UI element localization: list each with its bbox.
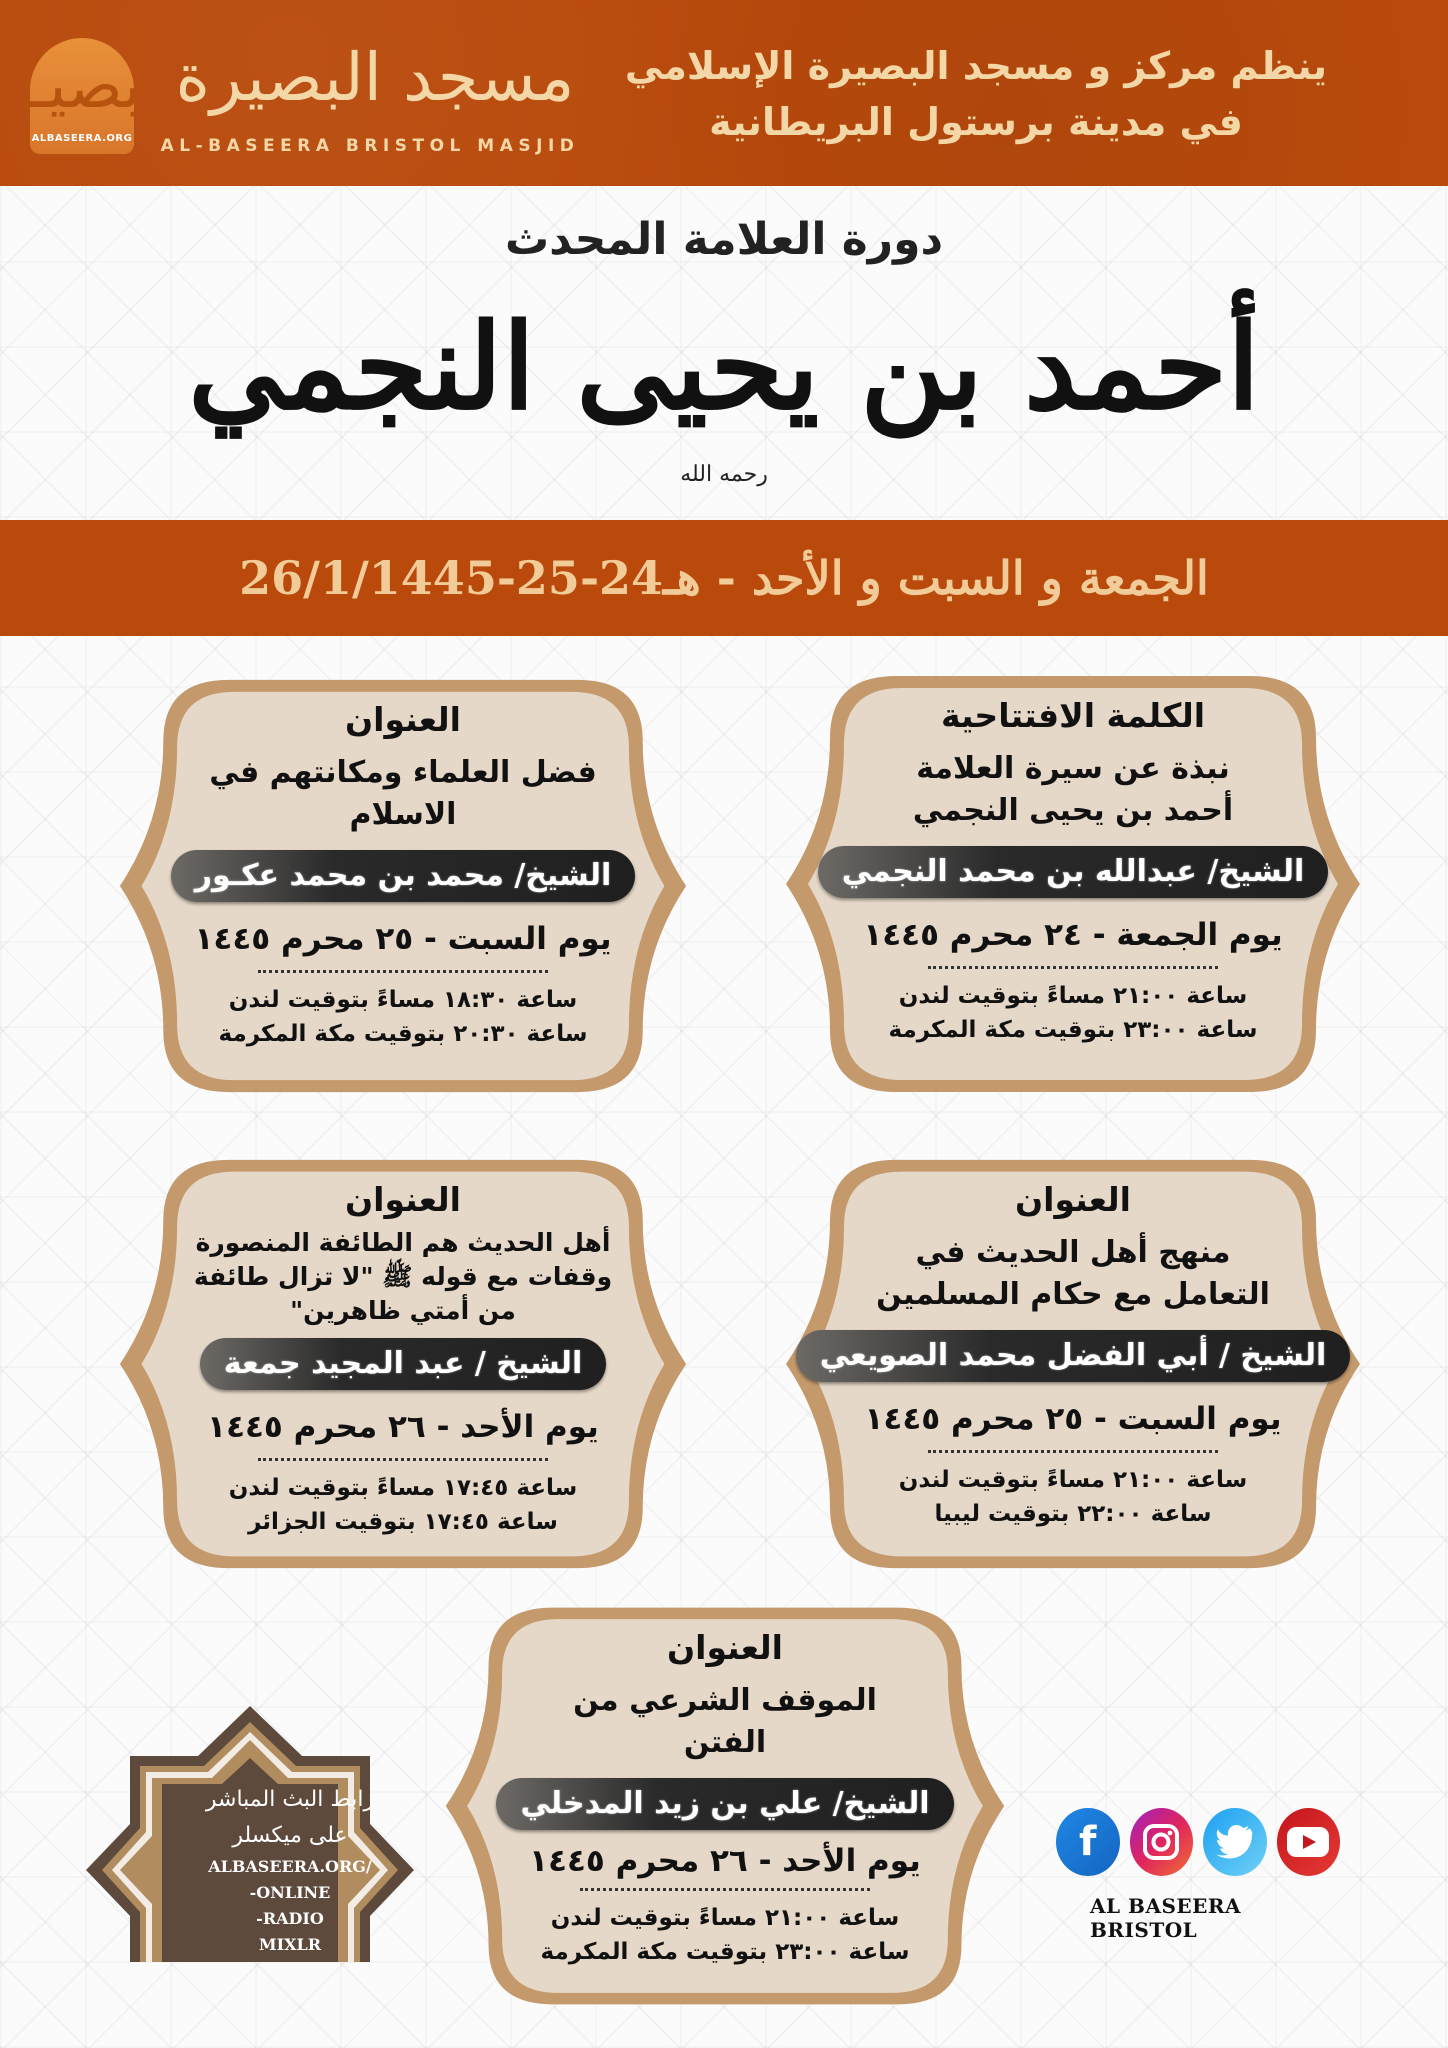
youtube-icon[interactable] [1277, 1808, 1341, 1876]
header-banner [0, 0, 1448, 186]
time-london: ساعة ١٨:٣٠ مساءً بتوقيت لندن [228, 987, 578, 1013]
topic-line: أحمد بن يحيى النجمي [912, 793, 1234, 828]
live-stream-badge[interactable] [80, 1700, 420, 1962]
topic-line: الموقف الشرعي من [573, 1683, 877, 1718]
lecture-card-fitan [436, 1600, 1014, 2012]
lecture-day: يوم الأحد - ٢٦ محرم ١٤٤٥ [529, 1843, 921, 1879]
card-topic [533, 1680, 917, 1764]
masjid-name-latin: AL-BASEERA BRISTOL MASJID [160, 136, 580, 156]
twitter-icon[interactable] [1203, 1808, 1267, 1876]
time-secondary: ساعة ١٧:٤٥ بتوقيت الجزائر [248, 1509, 558, 1535]
card-topic [154, 1226, 652, 1328]
speaker-pill: الشيخ / عبد المجيد جمعة [200, 1338, 606, 1390]
card-heading: العنوان [345, 700, 461, 739]
stream-url-part[interactable]: -RADIO [256, 1909, 324, 1928]
speaker-pill: الشيخ/ محمد بن محمد عكـور [171, 850, 635, 902]
logo-url-text: ALBASEERA.ORG [31, 133, 133, 144]
stream-url-part[interactable]: -ONLINE [249, 1883, 331, 1902]
course-dates: الجمعة و السبت و الأحد - هـ24-25-26/1/1445 [239, 551, 1209, 605]
social-handle-label: AL BASEERA BRISTOL [1090, 1894, 1242, 1942]
topic-line: الاسلام [349, 797, 457, 832]
card-topic [169, 752, 637, 836]
topic-line: منهج أهل الحديث في [915, 1235, 1231, 1270]
topic-line: فضل العلماء ومكانتهم في [209, 755, 597, 790]
facebook-icon[interactable]: f [1056, 1808, 1120, 1876]
card-heading: العنوان [345, 1180, 461, 1219]
masjid-name-arabic: مسجد البصيرة [175, 39, 575, 116]
time-london: ساعة ١٧:٤٥ مساءً بتوقيت لندن [228, 1475, 578, 1501]
topic-line: أهل الحديث هم الطائفة المنصورة [195, 1228, 611, 1257]
speaker-pill: الشيخ / أبي الفضل محمد الصويعي [796, 1330, 1351, 1382]
dotted-divider [258, 970, 548, 973]
topic-line: وقفات مع قوله ﷺ "لا تزال طائفة [193, 1262, 613, 1291]
topic-line: الفتن [683, 1725, 767, 1760]
topic-line: نبذة عن سيرة العلامة [916, 751, 1230, 786]
card-topic [873, 748, 1273, 832]
time-secondary: ساعة ٢٢:٠٠ بتوقيت ليبيا [934, 1501, 1212, 1527]
dotted-divider [258, 1458, 548, 1461]
date-band [0, 520, 1448, 636]
stream-url-part[interactable]: MIXLR [258, 1935, 322, 1954]
mixlr-label: على ميكسلر [232, 1823, 348, 1848]
card-heading: العنوان [667, 1628, 783, 1667]
speaker-pill: الشيخ/ علي بن زيد المدخلي [496, 1778, 953, 1830]
scholar-name-calligraphy: أحمد بن يحيى النجمي [188, 297, 1260, 436]
lecture-day: يوم الجمعة - ٢٤ محرم ١٤٤٥ [863, 917, 1283, 953]
topic-line: التعامل مع حكام المسلمين [876, 1277, 1270, 1312]
live-stream-text [190, 1782, 390, 1958]
lecture-card-virtue-of-scholars [110, 672, 696, 1100]
time-secondary: ساعة ٢٠:٣٠ بتوقيت مكة المكرمة [218, 1021, 588, 1047]
time-london: ساعة ٢١:٠٠ مساءً بتوقيت لندن [898, 1467, 1248, 1493]
dotted-divider [928, 1450, 1218, 1453]
albaseera-logo[interactable] [30, 38, 142, 154]
lecture-card-victorious-group [110, 1152, 696, 1576]
organizer-line-2: في مدينة برستول البريطانية [709, 100, 1243, 144]
logo-calligraphy-icon: بصيـ [30, 49, 142, 123]
speaker-pill: الشيخ/ عبدالله بن محمد النجمي [818, 846, 1329, 898]
lecture-day: يوم السبت - ٢٥ محرم ١٤٤٥ [864, 1401, 1282, 1437]
dotted-divider [928, 966, 1218, 969]
lecture-day: يوم الأحد - ٢٦ محرم ١٤٤٥ [207, 1409, 599, 1445]
lecture-day: يوم السبت - ٢٥ محرم ١٤٤٥ [194, 921, 612, 957]
organizer-line-1: ينظم مركز و مسجد البصيرة الإسلامي [624, 44, 1328, 88]
live-stream-label: رابط البث المباشر [205, 1787, 375, 1812]
honorific: رحمه الله [680, 462, 768, 487]
stream-url-part[interactable]: ALBASEERA.ORG/ [208, 1857, 372, 1876]
course-label: دورة العلامة المحدث [504, 214, 944, 265]
instagram-icon[interactable] [1130, 1808, 1194, 1876]
card-topic [836, 1232, 1310, 1316]
time-london: ساعة ٢١:٠٠ مساءً بتوقيت لندن [550, 1905, 900, 1931]
social-links [1050, 1808, 1340, 1942]
lecture-card-opening [776, 668, 1370, 1100]
lecture-card-manhaj [776, 1152, 1370, 1576]
topic-line: من أمتي ظاهرين" [290, 1296, 516, 1325]
time-secondary: ساعة ٢٣:٠٠ بتوقيت مكة المكرمة [888, 1017, 1258, 1043]
card-heading: العنوان [1015, 1180, 1131, 1219]
organizer-text [616, 38, 1336, 150]
card-heading: الكلمة الافتتاحية [940, 696, 1206, 735]
dotted-divider [580, 1888, 870, 1891]
time-london: ساعة ٢١:٠٠ مساءً بتوقيت لندن [898, 983, 1248, 1009]
time-secondary: ساعة ٢٣:٠٠ بتوقيت مكة المكرمة [540, 1939, 910, 1965]
